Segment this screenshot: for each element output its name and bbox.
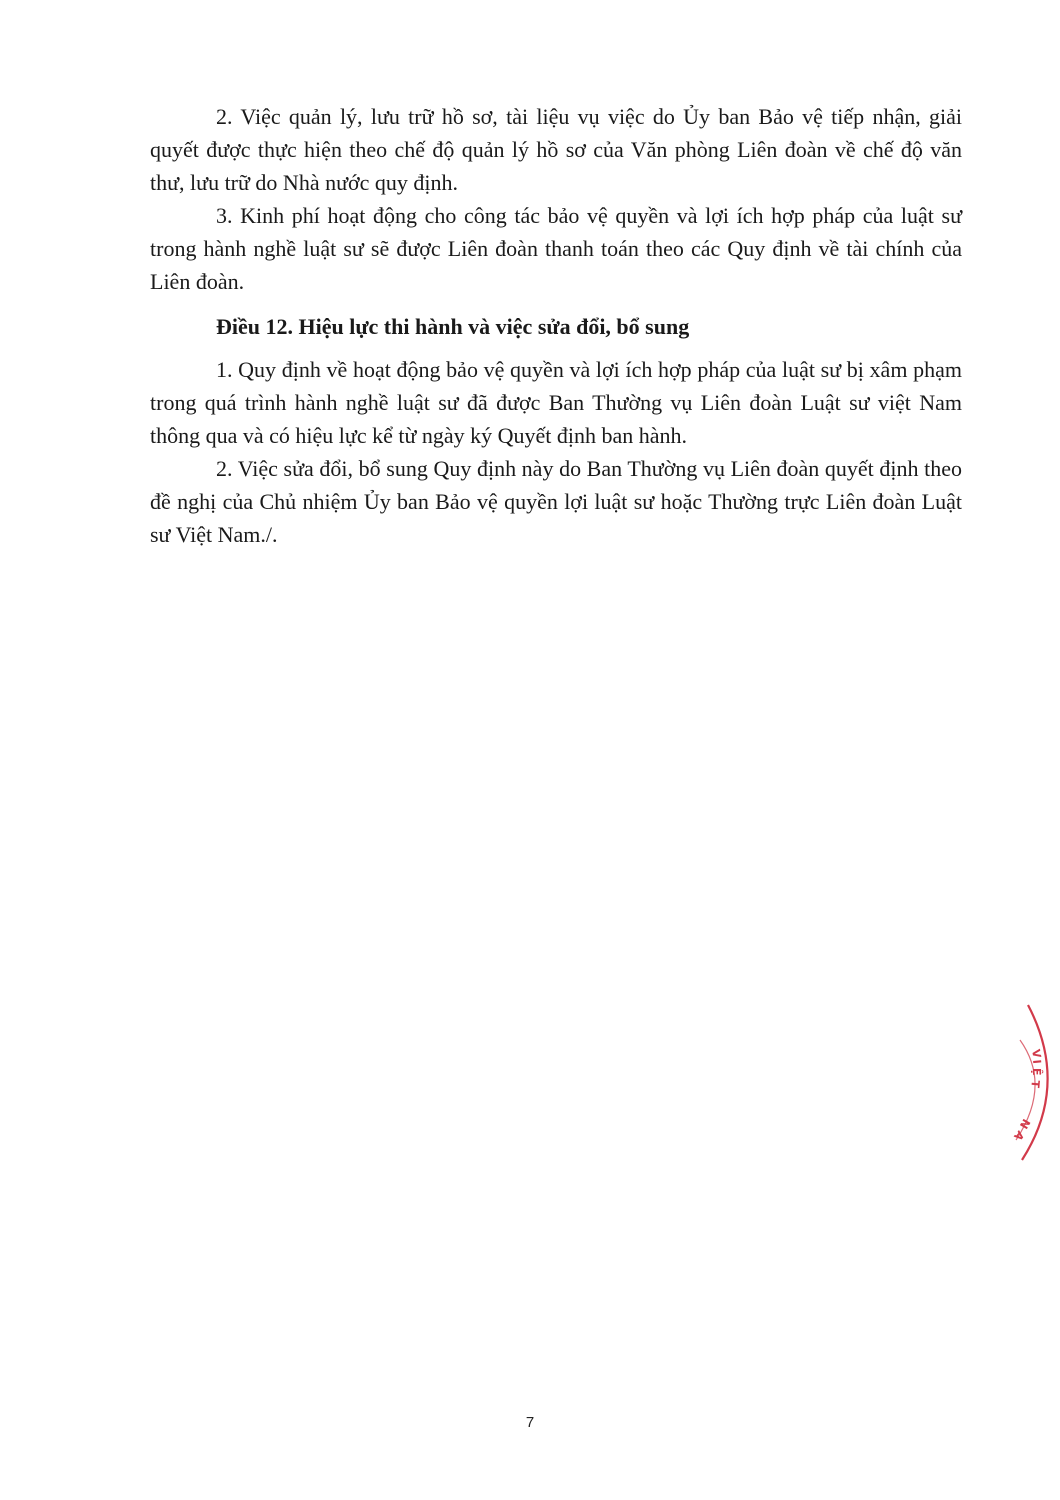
svg-text:I: I bbox=[1030, 1059, 1044, 1065]
svg-text:N: N bbox=[1016, 1116, 1033, 1131]
svg-text:Ệ: Ệ bbox=[1030, 1068, 1043, 1076]
paragraph-amendments: 2. Việc sửa đổi, bổ sung Quy định này do Ban Thường vụ Liên đoàn quyết định theo đề nghị của Chủ nhiệm Ủy ban Bảo vệ quyền lợi luật sư hoặc Thường trực Liên đoàn Luật sư Việt Nam./. bbox=[150, 456, 962, 547]
svg-text:A: A bbox=[1011, 1128, 1027, 1143]
paragraph-operating-funds: 3. Kinh phí hoạt động cho công tác bảo vệ quyền và lợi ích hợp pháp của luật sư trong hành nghề luật sư sẽ được Liên đoàn thanh toán theo các Quy định về tài chính của Liên đoàn. bbox=[150, 203, 962, 294]
paragraph-records-management: 2. Việc quản lý, lưu trữ hồ sơ, tài liệu vụ việc do Ủy ban Bảo vệ tiếp nhận, giải quyết được thực hiện theo chế độ quản lý hồ sơ của Văn phòng Liên đoàn về chế độ văn thư, lưu trữ do Nhà nước quy định. bbox=[150, 104, 962, 195]
paragraph-effectiveness: 1. Quy định về hoạt động bảo vệ quyền và lợi ích hợp pháp của luật sư bị xâm phạm trong quá trình hành nghề luật sư đã được Ban Thường vụ Liên đoàn Luật sư việt Nam thông qua và có hiệu lực kể từ ngày ký Quyết định ban hành. bbox=[150, 357, 962, 448]
page-number: 7 bbox=[525, 1414, 535, 1431]
article-12-heading: Điều 12. Hiệu lực thi hành và việc sửa đổi, bổ sung bbox=[216, 314, 690, 339]
svg-text:V: V bbox=[1029, 1048, 1044, 1059]
svg-text:T: T bbox=[1028, 1079, 1042, 1089]
document-body bbox=[150, 100, 962, 551]
red-seal-stamp-fragment bbox=[1000, 1000, 1060, 1170]
